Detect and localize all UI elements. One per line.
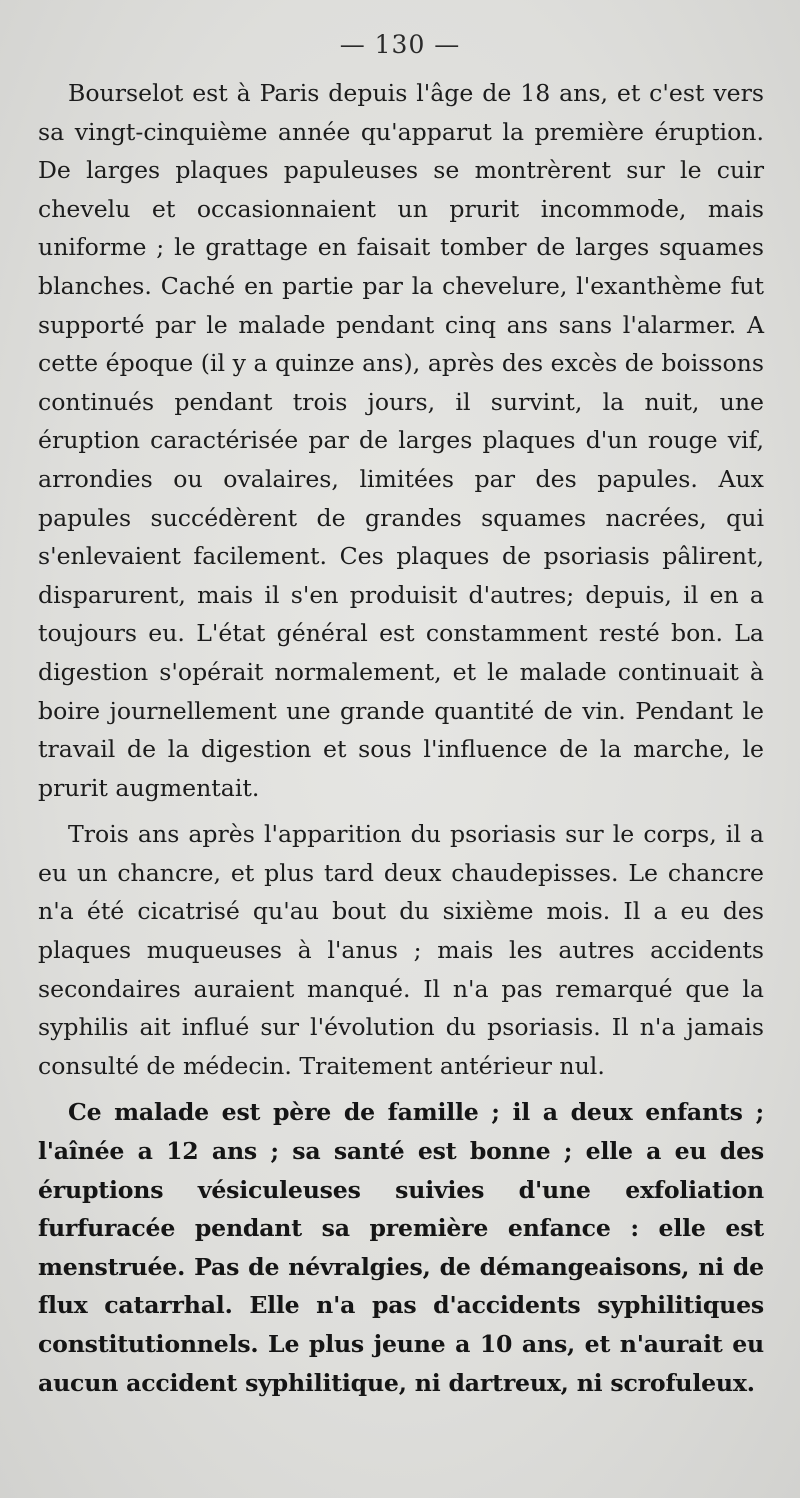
paragraph-family-history: Ce malade est père de famille ; il a deux enfants ; l'aînée a 12 ans ; sa santé est bonne ; elle a eu des éruptions vésiculeuses suivies d'une exfoliation furfuracée pendant sa première enfance : elle est menstruée. Pas de névralgies, de démangeaisons, ni de flux catarrhal. Elle n'a pas d'accidents syphilitiques constitutionnels. Le plus jeune a 10 ans, et n'aurait eu aucun accident syphilitique, ni dartreux, ni scrofuleux. — [38, 1098, 764, 1397]
paragraph-syphilis-history: Trois ans après l'apparition du psoriasis sur le corps, il a eu un chancre, et plus tard deux chaudepisses. Le chancre n'a été cicatrisé qu'au bout du sixième mois. Il a eu des plaques muqueuses à l'anus ; mais les autres accidents secondaires auraient manqué. Il n'a pas remarqué que la syphilis ait influé sur l'évolution du psoriasis. Il n'a jamais consulté de médecin. Traitement antérieur nul. — [38, 820, 764, 1080]
page-body — [38, 74, 764, 1410]
page-number: — 130 — — [339, 30, 461, 59]
paragraph-case-history: Bourselot est à Paris depuis l'âge de 18 ans, et c'est vers sa vingt-cinquième année qu'apparut la première éruption. De larges plaques papuleuses se montrèrent sur le cuir chevelu et occasionnaient un prurit incommode, mais uniforme ; le grattage en faisait tomber de larges squames blanches. Caché en partie par la chevelure, l'exanthème fut supporté par le malade pendant cinq ans sans l'alarmer. A cette époque (il y a quinze ans), après des excès de boissons continués pendant trois jours, il survint, la nuit, une éruption caractérisée par de larges plaques d'un rouge vif, arrondies ou ovalaires, limitées par des papules. Aux papules succédèrent de grandes squames nacrées, qui s'enlevaient facilement. Ces plaques de psoriasis pâlirent, disparurent, mais il s'en produisit d'autres; depuis, il en a toujours eu. L'état général est constamment resté bon. La digestion s'opérait normalement, et le malade continuait à boire journellement une grande quantité de vin. Pendant le travail de la digestion et sous l'influence de la marche, le prurit augmentait. — [38, 79, 764, 802]
